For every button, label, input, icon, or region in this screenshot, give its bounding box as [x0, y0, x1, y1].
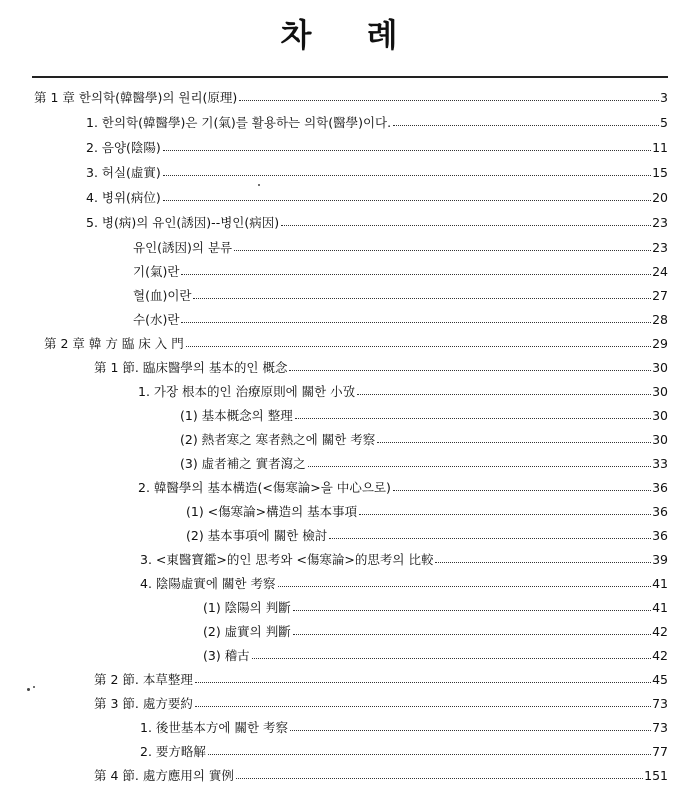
toc-entry-label: (1) <傷寒論>構造의 基本事項: [186, 504, 358, 519]
dot-leader: [290, 730, 651, 731]
toc-entry-label: 4. 陰陽虛實에 關한 考察: [140, 576, 276, 591]
dot-leader: [163, 200, 651, 201]
toc-entry: [94, 357, 668, 379]
dot-leader: [195, 706, 651, 707]
toc-entry-label: 5. 병(病)의 유인(誘因)--병인(病因): [86, 215, 280, 230]
toc-entry-page: 42: [652, 648, 668, 663]
toc-entry-label: (3) 稽古: [203, 648, 250, 663]
toc-entry-label: 第 3 節. 處方要約: [94, 696, 193, 711]
toc-entry: [180, 453, 668, 475]
toc-entry: [203, 645, 668, 667]
toc-entry: [180, 429, 668, 451]
toc-entry-label: 第 1 節. 臨床醫學의 基本的인 概念: [94, 360, 288, 375]
toc-entry: [180, 405, 668, 427]
toc-entry: [86, 112, 668, 134]
dot-leader: [281, 225, 651, 226]
page-title: 차 례: [280, 16, 420, 54]
toc-entry-label: 3. <東醫寶鑑>的인 思考와 <傷寒論>的思考의 比較: [140, 552, 434, 567]
toc-entry: [44, 333, 668, 355]
toc-entry: [140, 741, 668, 763]
toc-entry-page: 29: [652, 336, 668, 351]
toc-entry: [133, 309, 668, 331]
toc-entry-label: 수(水)란: [133, 312, 180, 327]
dot-leader: [239, 100, 659, 101]
toc-entry-page: 30: [652, 408, 668, 423]
toc-entry-label: 1. 가장 根本的인 治療原則에 關한 小攷: [138, 384, 356, 399]
toc-entry-page: 30: [652, 432, 668, 447]
toc-entry: [186, 501, 668, 523]
toc-entry: [140, 573, 668, 595]
scan-speck: [258, 184, 260, 186]
toc-entry-label: 2. 음양(陰陽): [86, 140, 161, 155]
toc-entry-label: 第 2 章 韓 方 臨 床 入 門: [44, 336, 184, 351]
toc-entry: [203, 597, 668, 619]
dot-leader: [295, 418, 651, 419]
toc-entry-page: 36: [652, 480, 668, 495]
dot-leader: [293, 634, 651, 635]
toc-entry: [86, 137, 668, 159]
dot-leader: [393, 490, 651, 491]
toc-entry: [86, 187, 668, 209]
toc-entry-label: (1) 陰陽의 判斷: [203, 600, 291, 615]
toc-entry: [86, 212, 668, 234]
toc-entry-page: 42: [652, 624, 668, 639]
toc-entry: [34, 87, 668, 109]
toc-entry: [140, 717, 668, 739]
toc-entry: [186, 525, 668, 547]
toc-entry-page: 28: [652, 312, 668, 327]
toc-entry-label: (2) 虛實의 判斷: [203, 624, 291, 639]
toc-entry-page: 77: [652, 744, 668, 759]
toc-entry-label: (3) 虛者補之 實者瀉之: [180, 456, 306, 471]
toc-entry-page: 33: [652, 456, 668, 471]
toc-entry-page: 23: [652, 215, 668, 230]
dot-leader: [377, 442, 651, 443]
toc-entry-page: 11: [652, 140, 668, 155]
scan-speck: [33, 686, 35, 688]
toc-entry: [94, 765, 668, 787]
dot-leader: [252, 658, 651, 659]
toc-entry-page: 27: [652, 288, 668, 303]
toc-entry: [138, 477, 668, 499]
toc-entry-label: (2) 熱者寒之 寒者熱之에 關한 考察: [180, 432, 376, 447]
dot-leader: [359, 514, 651, 515]
toc-entry-label: 3. 허실(虛實): [86, 165, 161, 180]
toc-entry: [133, 285, 668, 307]
dot-leader: [329, 538, 651, 539]
scan-speck: [27, 688, 30, 691]
toc-entry: [203, 621, 668, 643]
toc-entry: [133, 237, 668, 259]
toc-entry-page: 41: [652, 600, 668, 615]
toc-entry-page: 20: [652, 190, 668, 205]
toc-entry-page: 41: [652, 576, 668, 591]
dot-leader: [308, 466, 651, 467]
toc-entry-label: 1. 後世基本方에 關한 考察: [140, 720, 288, 735]
toc-entry-label: 1. 한의학(韓醫學)은 기(氣)를 활용하는 의학(醫學)이다.: [86, 115, 392, 130]
dot-leader: [193, 298, 651, 299]
title-divider: [32, 76, 668, 78]
dot-leader: [357, 394, 651, 395]
toc-entry: [94, 693, 668, 715]
dot-leader: [236, 778, 643, 779]
toc-entry-label: (2) 基本事項에 關한 檢討: [186, 528, 328, 543]
toc-entry-page: 24: [652, 264, 668, 279]
dot-leader: [293, 610, 651, 611]
toc-entry: [94, 669, 668, 691]
toc-entry-label: 第 4 節. 處方應用의 實例: [94, 768, 234, 783]
dot-leader: [435, 562, 651, 563]
toc-entry: [86, 162, 668, 184]
dot-leader: [234, 250, 651, 251]
dot-leader: [393, 125, 659, 126]
toc-entry-page: 15: [652, 165, 668, 180]
toc-entry-page: 36: [652, 504, 668, 519]
toc-entry: [138, 381, 668, 403]
toc-entry-page: 5: [660, 115, 668, 130]
dot-leader: [195, 682, 651, 683]
toc-entry-label: 2. 要方略解: [140, 744, 206, 759]
dot-leader: [186, 346, 651, 347]
toc-entry-page: 151: [644, 768, 668, 783]
toc-entry: [140, 549, 668, 571]
toc-entry-label: 第 2 節. 本草整理: [94, 672, 193, 687]
toc-entry-page: 45: [652, 672, 668, 687]
toc-entry-page: 36: [652, 528, 668, 543]
toc-entry-page: 73: [652, 720, 668, 735]
dot-leader: [278, 586, 652, 587]
toc-entry-label: 4. 병위(病位): [86, 190, 161, 205]
toc-entry: [133, 261, 668, 283]
dot-leader: [208, 754, 651, 755]
toc-entry-label: 혈(血)이란: [133, 288, 192, 303]
toc-entry-page: 39: [652, 552, 668, 567]
toc-entry-page: 30: [652, 360, 668, 375]
toc-entry-page: 73: [652, 696, 668, 711]
dot-leader: [163, 175, 651, 176]
toc-entry-page: 30: [652, 384, 668, 399]
dot-leader: [163, 150, 651, 151]
toc-entry-label: 第 1 章 한의학(韓醫學)의 원리(原理): [34, 90, 238, 105]
dot-leader: [289, 370, 651, 371]
dot-leader: [181, 274, 651, 275]
toc-entry-label: 기(氣)란: [133, 264, 180, 279]
toc-entry-label: 2. 韓醫學의 基本構造(<傷寒論>을 中心으로): [138, 480, 391, 495]
toc-entry-page: 3: [660, 90, 668, 105]
toc-entry-label: 유인(誘因)의 분류: [133, 240, 233, 255]
toc-entry-page: 23: [652, 240, 668, 255]
dot-leader: [181, 322, 651, 323]
toc-entry-label: (1) 基本概念의 整理: [180, 408, 293, 423]
